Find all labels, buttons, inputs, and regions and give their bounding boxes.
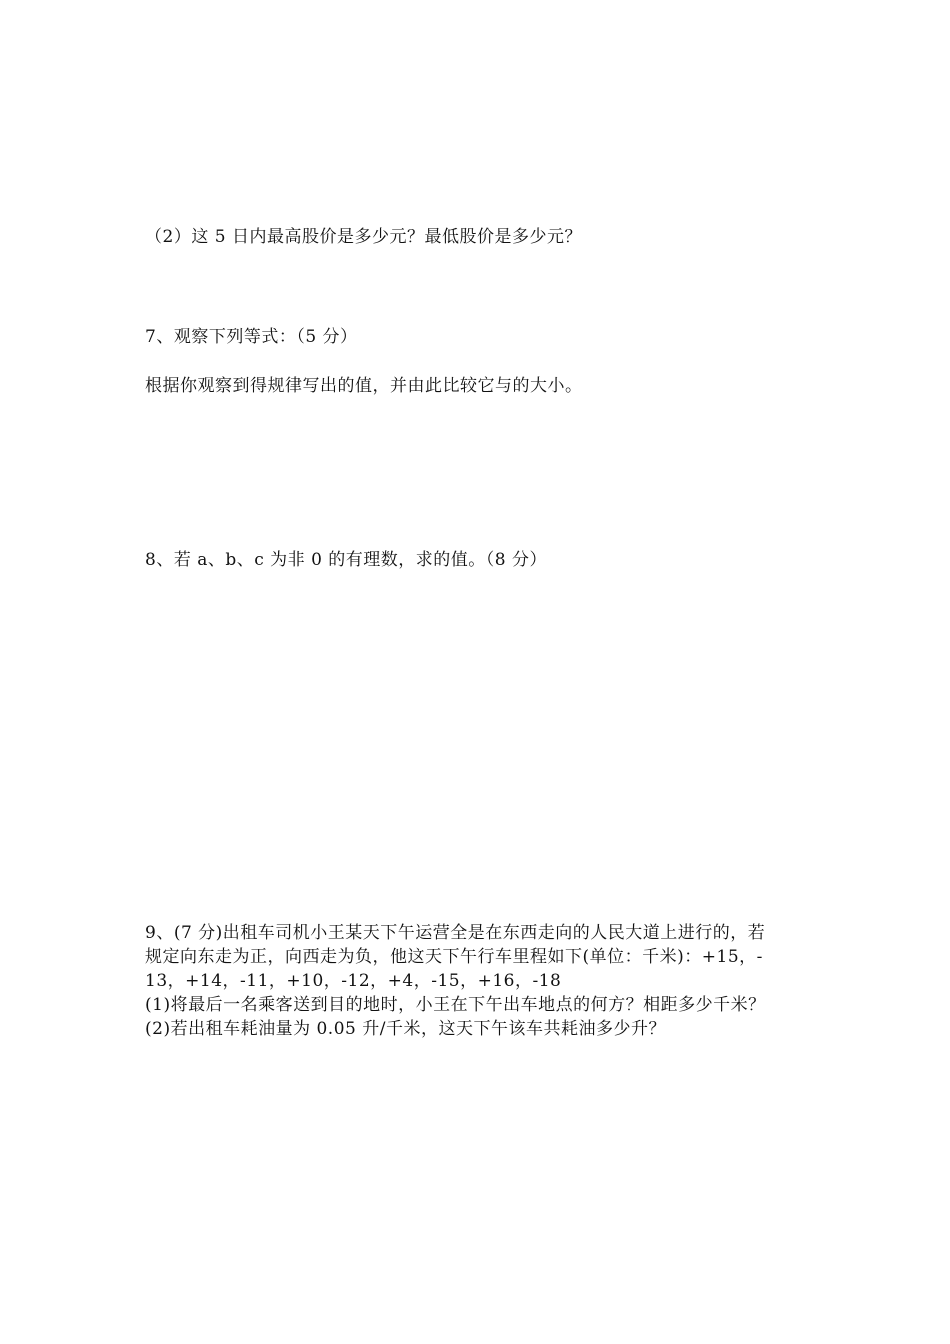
- question-9-line-1: 9、(7 分)出租车司机小王某天下午运营全是在东西走向的人民大道上进行的，若: [145, 923, 766, 943]
- question-6-part-2: （2）这 5 日内最高股价是多少元？最低股价是多少元？: [145, 227, 582, 247]
- question-9: [145, 921, 813, 1041]
- question-9-line-3: 13，+14，-11，+10，-12，+4，-15，+16，-18: [145, 971, 562, 991]
- question-9-part-2: (2)若出租车耗油量为 0.05 升/千米，这天下午该车共耗油多少升？: [145, 1019, 666, 1039]
- question-9-line-2: 规定向东走为正，向西走为负，他这天下午行车里程如下(单位：千米)：+15，-: [145, 947, 763, 967]
- question-7-body: 根据你观察到得规律写出的值，并由此比较它与的大小。: [145, 376, 583, 396]
- question-8-title: 8、若 a、b、c 为非 0 的有理数，求的值。（8 分）: [145, 550, 548, 570]
- question-9-part-1: (1)将最后一名乘客送到目的地时，小王在下午出车地点的何方？相距多少千米？: [145, 995, 766, 1015]
- question-7-title: 7、观察下列等式：（5 分）: [145, 327, 358, 347]
